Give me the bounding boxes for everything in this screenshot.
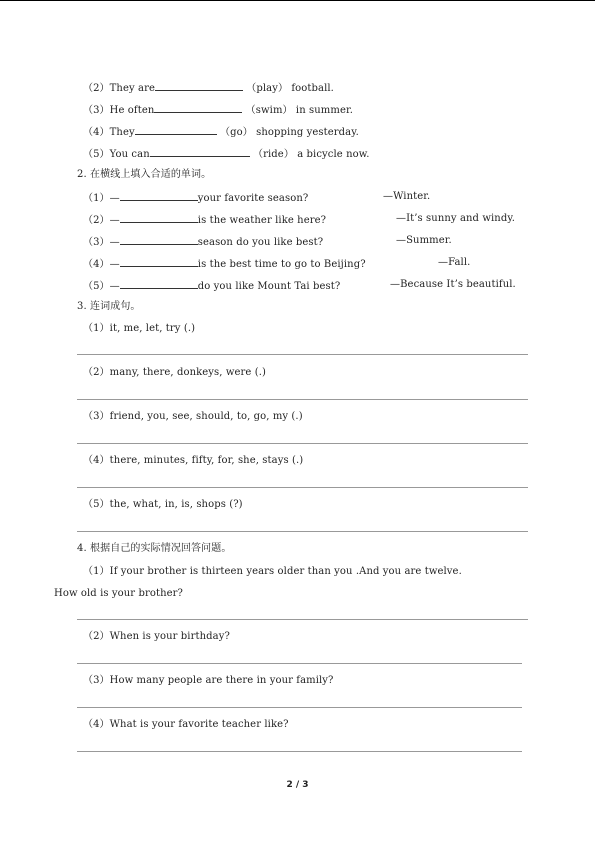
answer-line[interactable] — [77, 354, 528, 355]
section-heading: 4. 根据自己的实际情况回答问题。 — [77, 543, 232, 554]
question-text: （4）What is your favorite teacher like? — [83, 719, 289, 730]
answer-text: —Summer. — [396, 235, 452, 246]
exercise-line: （1）— your favorite season? — [83, 193, 309, 204]
answer-blank[interactable] — [120, 279, 198, 289]
answer-line[interactable] — [77, 663, 522, 664]
answer-blank[interactable] — [135, 125, 217, 135]
answer-text: —Winter. — [383, 191, 431, 202]
exercise-line: （5）You can （ride） a bicycle now. — [83, 149, 370, 160]
answer-blank[interactable] — [154, 103, 242, 113]
question-text: （2）When is your birthday? — [83, 631, 230, 642]
answer-blank[interactable] — [120, 257, 198, 267]
exercise-line: （4）They （go） shopping yesterday. — [83, 127, 359, 138]
page-top-border — [0, 0, 595, 1]
answer-line[interactable] — [77, 707, 522, 708]
section-heading: 3. 连词成句。 — [77, 301, 141, 312]
page-number: 2 / 3 — [286, 780, 309, 790]
question-text: （5）the, what, in, is, shops (?) — [83, 499, 243, 510]
answer-line[interactable] — [77, 751, 522, 752]
question-text: （3）How many people are there in your family? — [83, 675, 334, 686]
answer-text: —Because It’s beautiful. — [390, 279, 516, 290]
answer-line[interactable] — [77, 619, 528, 620]
answer-line[interactable] — [77, 399, 528, 400]
answer-blank[interactable] — [150, 147, 250, 157]
answer-blank[interactable] — [155, 81, 243, 91]
answer-blank[interactable] — [120, 213, 198, 223]
question-text: （4）there, minutes, fifty, for, she, stays (.) — [83, 455, 304, 466]
question-text: （1）it, me, let, try (.) — [83, 323, 196, 334]
answer-line[interactable] — [77, 443, 528, 444]
exercise-line: （4）— is the best time to go to Beijing? — [83, 259, 366, 270]
exercise-line: （3）— season do you like best? — [83, 237, 324, 248]
question-text: （1）If your brother is thirteen years older than you .And you are twelve. — [83, 566, 462, 577]
exercise-line: （3）He often （swim） in summer. — [83, 105, 354, 116]
exercise-line: （2）— is the weather like here? — [83, 215, 327, 226]
answer-text: —It’s sunny and windy. — [396, 213, 516, 224]
exercise-line: （5）— do you like Mount Tai best? — [83, 281, 341, 292]
answer-line[interactable] — [77, 487, 528, 488]
question-text: How old is your brother? — [54, 588, 183, 599]
exercise-line: （2）They are （play） football. — [83, 83, 334, 94]
question-text: （3）friend, you, see, should, to, go, my (.) — [83, 411, 303, 422]
answer-blank[interactable] — [120, 235, 198, 245]
answer-blank[interactable] — [120, 191, 198, 201]
question-text: （2）many, there, donkeys, were (.) — [83, 367, 266, 378]
answer-text: —Fall. — [438, 257, 471, 268]
section-heading: 2. 在横线上填入合适的单词。 — [77, 169, 212, 180]
answer-line[interactable] — [77, 531, 528, 532]
